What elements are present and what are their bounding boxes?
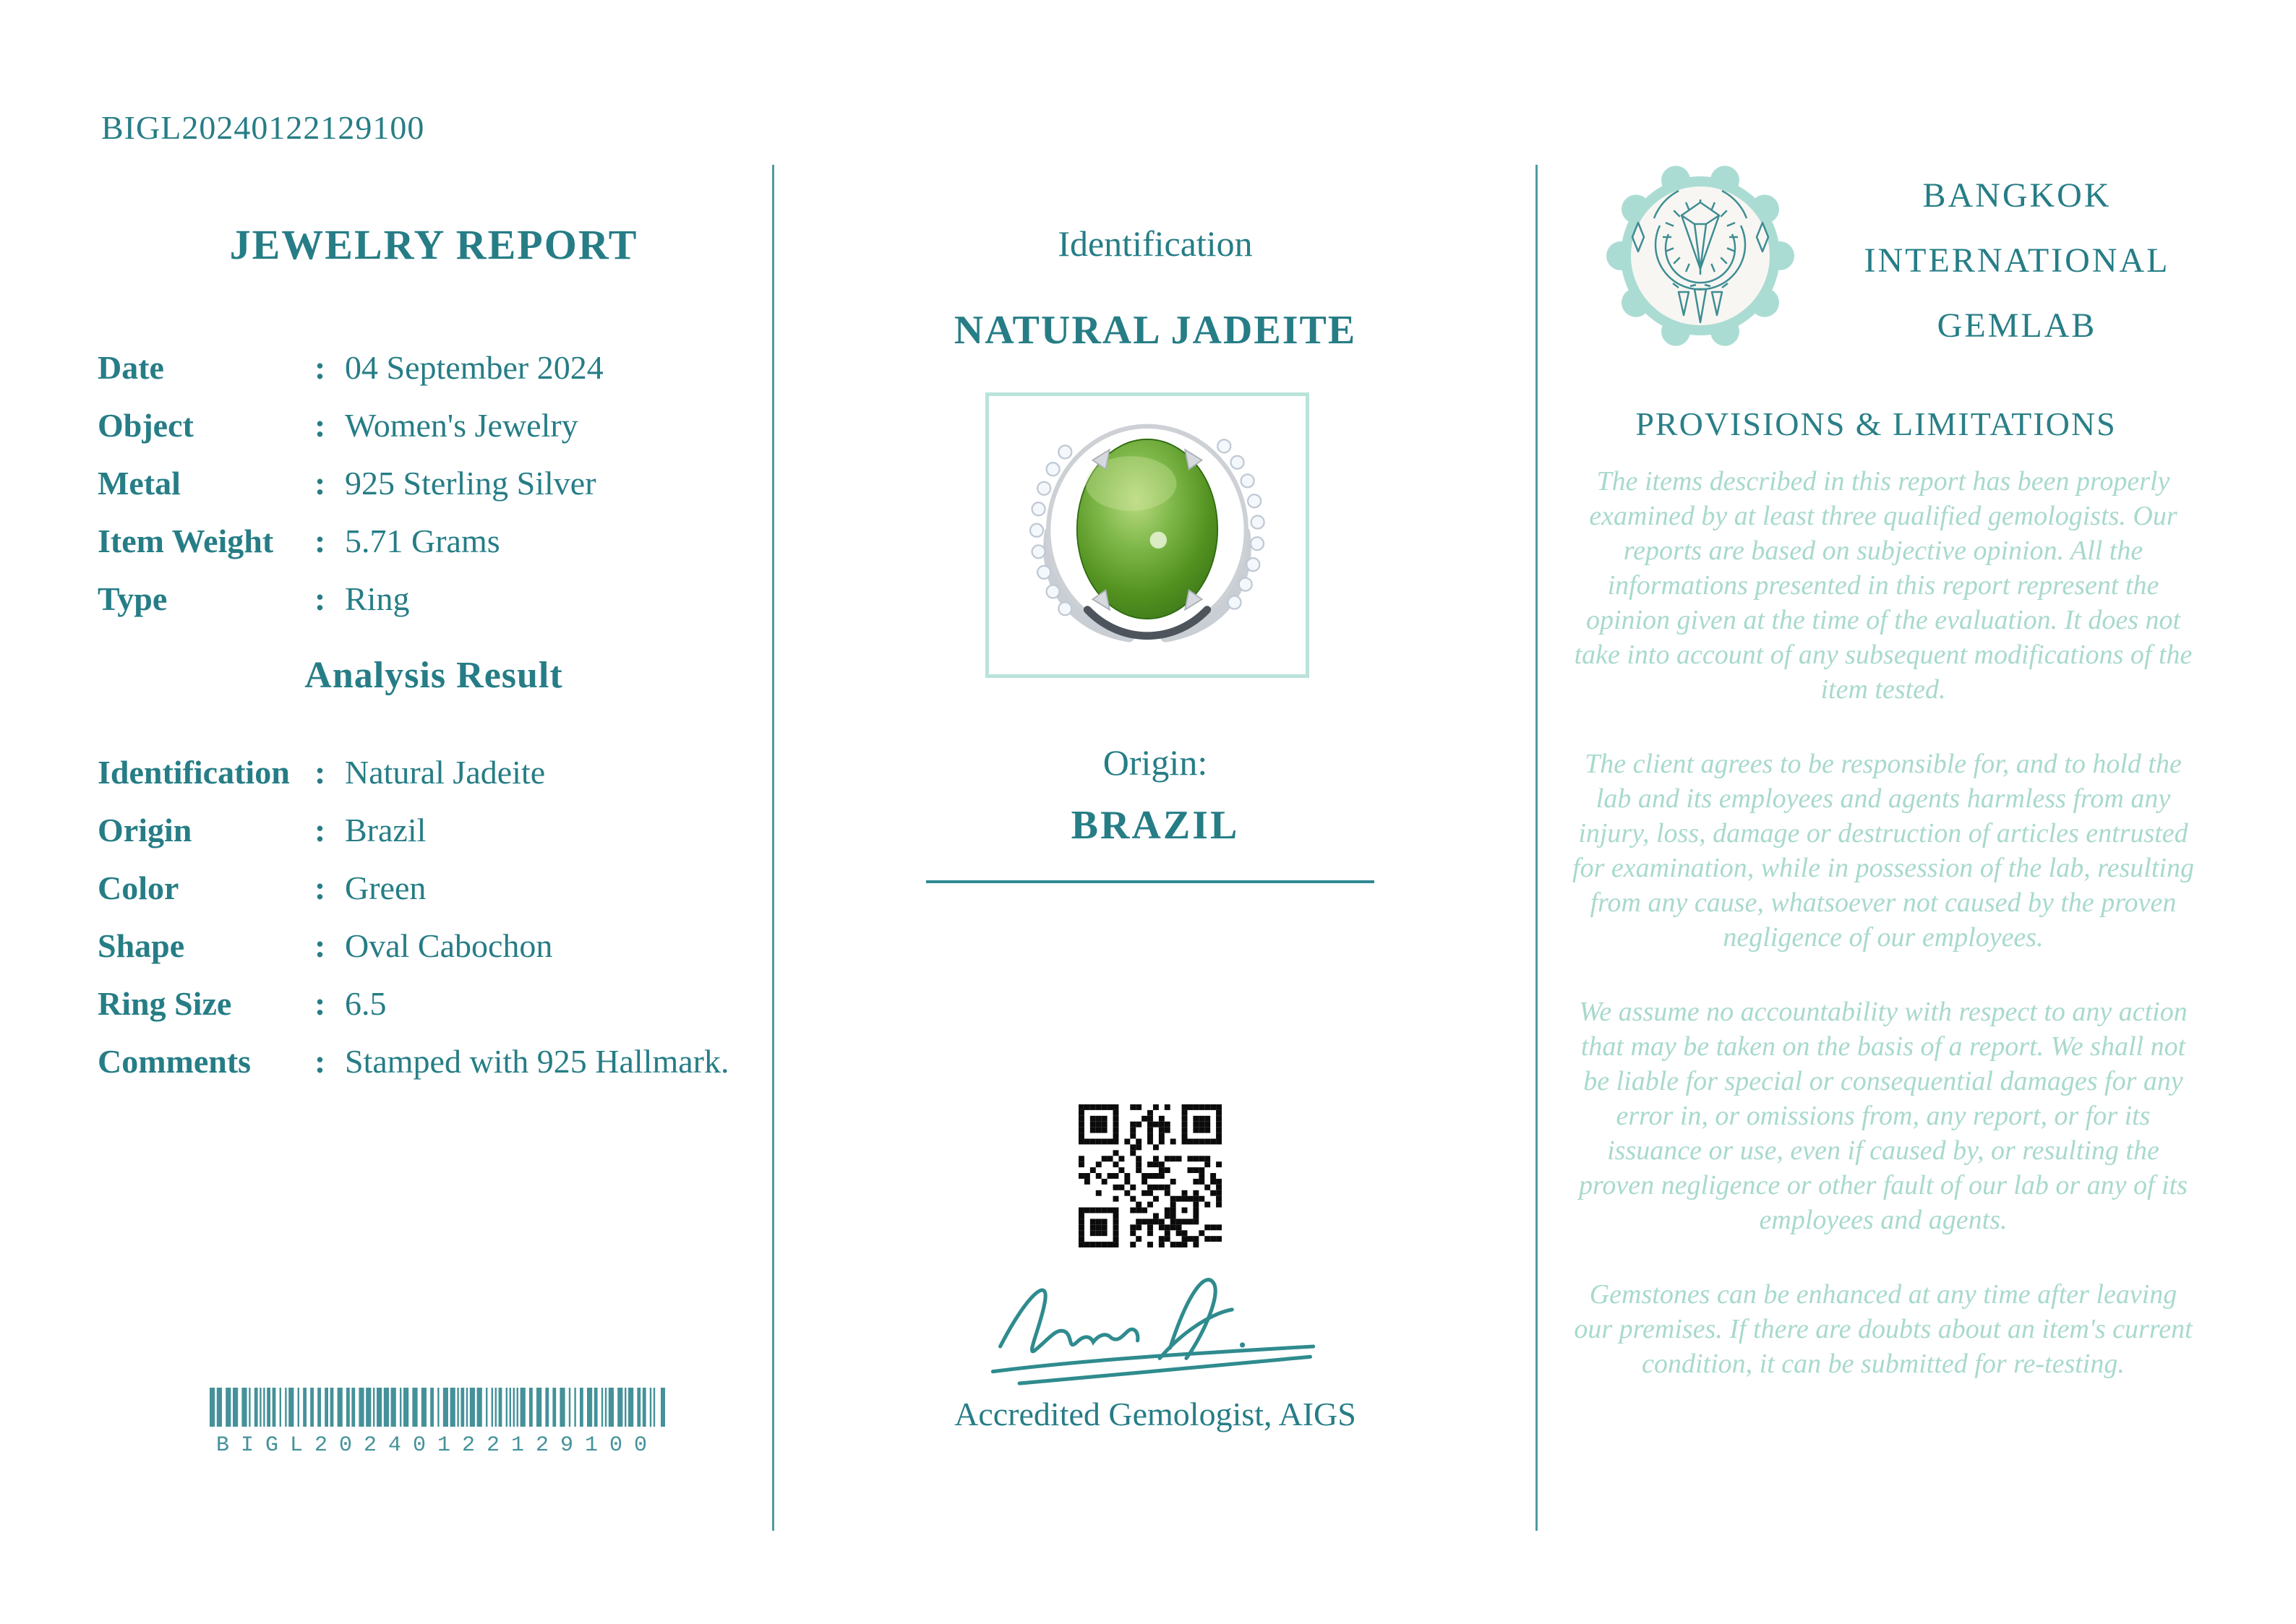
row-label: Origin [98, 811, 192, 848]
row-colon: : [314, 811, 326, 848]
provision-paragraph: We assume no accountability with respect to any action that may be taken on the basis of a report. We shall not be liable for special or consequential damages for any error in, or omissions from, any report, or for its issuance or use, even if caused by, or resulting the proven negligence or other fault of our lab or any of its employees and agents. [1579, 997, 2188, 1235]
row-value: Women's Jewelry [345, 406, 578, 444]
row-value: 6.5 [345, 984, 387, 1022]
table-row [98, 1032, 770, 1090]
row-colon: : [314, 1042, 326, 1080]
gemologist-title: Accredited Gemologist, AIGS [954, 1396, 1356, 1432]
row-colon: : [314, 869, 326, 906]
row-label: Object [98, 406, 194, 444]
table-row [98, 454, 770, 512]
page-title: JEWELRY REPORT [229, 221, 638, 268]
table-row [98, 743, 770, 801]
lab-name [1836, 163, 2198, 358]
row-label: Identification [98, 753, 290, 791]
table-row [98, 338, 770, 396]
row-value: 04 September 2024 [345, 348, 604, 386]
table-row [98, 916, 770, 974]
provisions-paragraphs [1567, 464, 2199, 1421]
row-value: Stamped with 925 Hallmark. [345, 1042, 729, 1080]
identification-heading: Identification [1058, 223, 1253, 264]
origin-label: Origin: [1102, 742, 1208, 783]
row-label: Color [98, 869, 179, 906]
table-row [98, 570, 770, 627]
row-value: 925 Sterling Silver [345, 464, 596, 502]
table-row [98, 801, 770, 859]
origin-underline [926, 880, 1374, 883]
row-label: Ring Size [98, 984, 232, 1022]
row-colon: : [314, 348, 326, 386]
lab-name-line: GEMLAB [1937, 306, 2097, 345]
provision-paragraph: The client agrees to be responsible for, and to hold the lab and its employees and agents harmless from any injury, loss, damage or destruction of articles entrusted for examination, while in possession of the lab, resulting from any cause, whatsoever not caused by the proven negligence of our employees. [1572, 749, 2194, 953]
row-value: 5.71 Grams [345, 522, 500, 559]
row-value: Ring [345, 580, 410, 617]
barcode-icon [210, 1388, 665, 1427]
row-label: Item Weight [98, 522, 274, 559]
analysis-result-title: Analysis Result [304, 655, 563, 696]
jewelry-photo-frame [985, 392, 1309, 678]
lab-name-line: INTERNATIONAL [1864, 241, 2170, 280]
barcode-block [210, 1388, 665, 1458]
barcode-text: BIGL20240122129100 [215, 1433, 659, 1458]
row-colon: : [314, 927, 326, 964]
row-colon: : [314, 522, 326, 559]
identification-value: NATURAL JADEITE [954, 308, 1357, 353]
provisions-title: PROVISIONS & LIMITATIONS [1635, 405, 2117, 442]
provision-paragraph: Gemstones can be enhanced at any time after leaving our premises. If there are doubts about an item's current condition, it can be submitted for re-testing. [1574, 1279, 2193, 1379]
row-value: Brazil [345, 811, 427, 848]
report-number: BIGL20240122129100 [101, 109, 425, 146]
ring-photo [999, 405, 1295, 666]
table-row [98, 512, 770, 570]
analysis-table [98, 743, 770, 1090]
origin-value: BRAZIL [1071, 803, 1240, 848]
row-colon: : [314, 753, 326, 791]
row-value: Oval Cabochon [345, 927, 553, 964]
table-row [98, 396, 770, 454]
row-label: Type [98, 580, 168, 617]
qr-code-icon [1079, 1104, 1222, 1247]
gemologist-signature [980, 1259, 1327, 1400]
row-label: Comments [98, 1042, 252, 1080]
lab-name-line: BANGKOK [1922, 176, 2112, 215]
row-colon: : [314, 984, 326, 1022]
row-value: Natural Jadeite [345, 753, 546, 791]
row-value: Green [345, 869, 427, 906]
gemlab-logo-icon [1606, 162, 1794, 350]
table-row [98, 974, 770, 1032]
row-label: Shape [98, 927, 185, 964]
details-table [98, 338, 770, 627]
row-colon: : [314, 580, 326, 617]
row-colon: : [314, 406, 326, 444]
row-label: Date [98, 348, 164, 386]
table-row [98, 859, 770, 916]
row-label: Metal [98, 464, 181, 502]
row-colon: : [314, 464, 326, 502]
provision-paragraph: The items described in this report has been properly examined by at least three qualified gemologists. Our reports are based on subjective opinion. All the informations presented in this report represent the opinion given at the time of the evaluation. It does not take into account of any subsequent modifications of the item tested. [1574, 466, 2193, 705]
